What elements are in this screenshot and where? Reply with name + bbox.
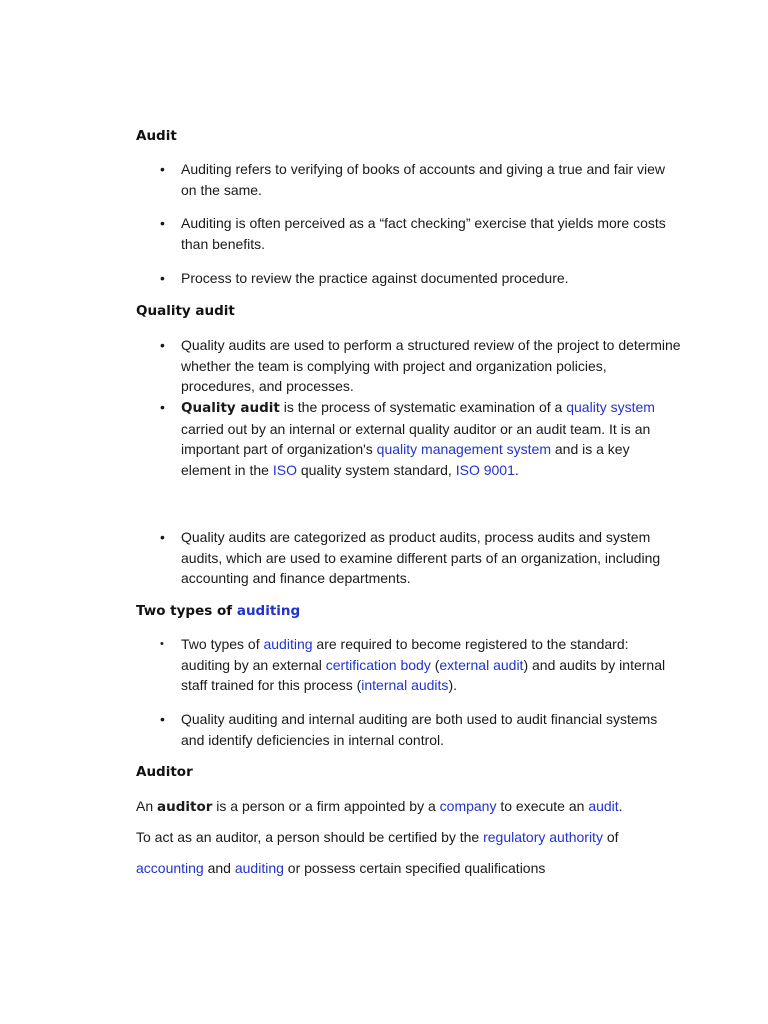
link-auditing-2[interactable]: auditing bbox=[234, 860, 284, 876]
bullet-marker: • bbox=[160, 529, 165, 545]
heading-auditor: Auditor bbox=[136, 764, 193, 780]
bullet-marker: • bbox=[160, 399, 165, 415]
link-certification-body[interactable]: certification body bbox=[325, 656, 431, 673]
heading-quality-audit: Quality audit bbox=[136, 303, 235, 319]
link-iso-9001[interactable]: ISO 9001 bbox=[455, 461, 515, 478]
text-span: carried out by an internal or external quality auditor or an audit team. It is an important part of organization's bbox=[181, 420, 651, 457]
bullet-marker: • bbox=[160, 638, 164, 650]
text-span: . bbox=[514, 461, 519, 478]
two-types-bullet-1 bbox=[181, 634, 681, 696]
text-span: . bbox=[618, 798, 623, 814]
text-span: is the process of systematic examination of a bbox=[279, 399, 567, 415]
auditor-line-2 bbox=[136, 827, 696, 847]
text-span: quality system standard, bbox=[296, 461, 456, 478]
text-span: ). bbox=[448, 677, 457, 693]
link-quality-management-system[interactable]: quality management system bbox=[376, 441, 551, 457]
link-auditing[interactable]: auditing bbox=[263, 636, 313, 652]
two-types-bullet-2: Quality auditing and internal auditing are both used to audit financial systems and identify deficiencies in internal control. bbox=[181, 711, 658, 748]
bullet-marker: • bbox=[160, 215, 165, 231]
text-span: of bbox=[602, 829, 619, 845]
bullet-marker: • bbox=[160, 337, 165, 353]
text-span: are required to become registered to the standard: auditing by an external bbox=[181, 636, 629, 673]
bullet-marker: • bbox=[160, 711, 165, 727]
link-accounting[interactable]: accounting bbox=[136, 860, 204, 876]
link-regulatory-authority[interactable]: regulatory authority bbox=[483, 829, 603, 845]
bold-term: Quality audit bbox=[181, 400, 280, 416]
quality-audit-bullet-2 bbox=[181, 397, 681, 480]
text-span: An bbox=[136, 798, 158, 814]
audit-bullet-1: Auditing refers to verifying of books of accounts and giving a true and fair view on the same. bbox=[181, 161, 666, 198]
text-span: To act as an auditor, a person should be certified by the bbox=[136, 829, 484, 845]
heading-audit: Audit bbox=[136, 128, 177, 144]
text-span: is a person or a firm appointed by a bbox=[212, 798, 440, 814]
text-span: to execute an bbox=[496, 798, 589, 814]
text-span: and is a key element in the bbox=[181, 441, 630, 478]
quality-audit-bullet-3: Quality audits are categorized as product audits, process audits and system audits, which are used to examine different parts of an organization, including accounting and finance departments. bbox=[181, 529, 661, 586]
auditor-line-1 bbox=[136, 796, 696, 817]
link-external-audit[interactable]: external audit bbox=[439, 656, 524, 673]
link-iso[interactable]: ISO bbox=[272, 461, 297, 478]
text-span: ) and audits by internal staff trained for this process ( bbox=[181, 656, 666, 693]
bold-term: auditor bbox=[157, 799, 213, 815]
bullet-marker: • bbox=[160, 161, 165, 177]
heading-text: Two types of bbox=[136, 603, 237, 619]
quality-audit-bullet-1: Quality audits are used to perform a structured review of the project to determine whether the team is complying with project and organization policies, procedures, and processes. bbox=[181, 337, 681, 394]
audit-bullet-3: Process to review the practice against documented procedure. bbox=[181, 270, 569, 286]
text-span: or possess certain specified qualifications bbox=[283, 860, 546, 876]
text-span: Two types of bbox=[181, 636, 264, 652]
text-span: ( bbox=[430, 656, 440, 673]
bullet-marker: • bbox=[160, 270, 165, 286]
link-auditing-heading[interactable]: auditing bbox=[236, 603, 301, 619]
link-quality-system[interactable]: quality system bbox=[566, 399, 655, 415]
link-company[interactable]: company bbox=[439, 798, 497, 814]
audit-bullet-2: Auditing is often perceived as a “fact checking” exercise that yields more costs than benefits. bbox=[181, 215, 666, 252]
heading-two-types bbox=[136, 601, 300, 621]
link-internal-audits[interactable]: internal audits bbox=[361, 677, 449, 693]
text-span: and bbox=[203, 860, 235, 876]
link-audit[interactable]: audit bbox=[588, 798, 619, 814]
auditor-line-3 bbox=[136, 858, 696, 878]
